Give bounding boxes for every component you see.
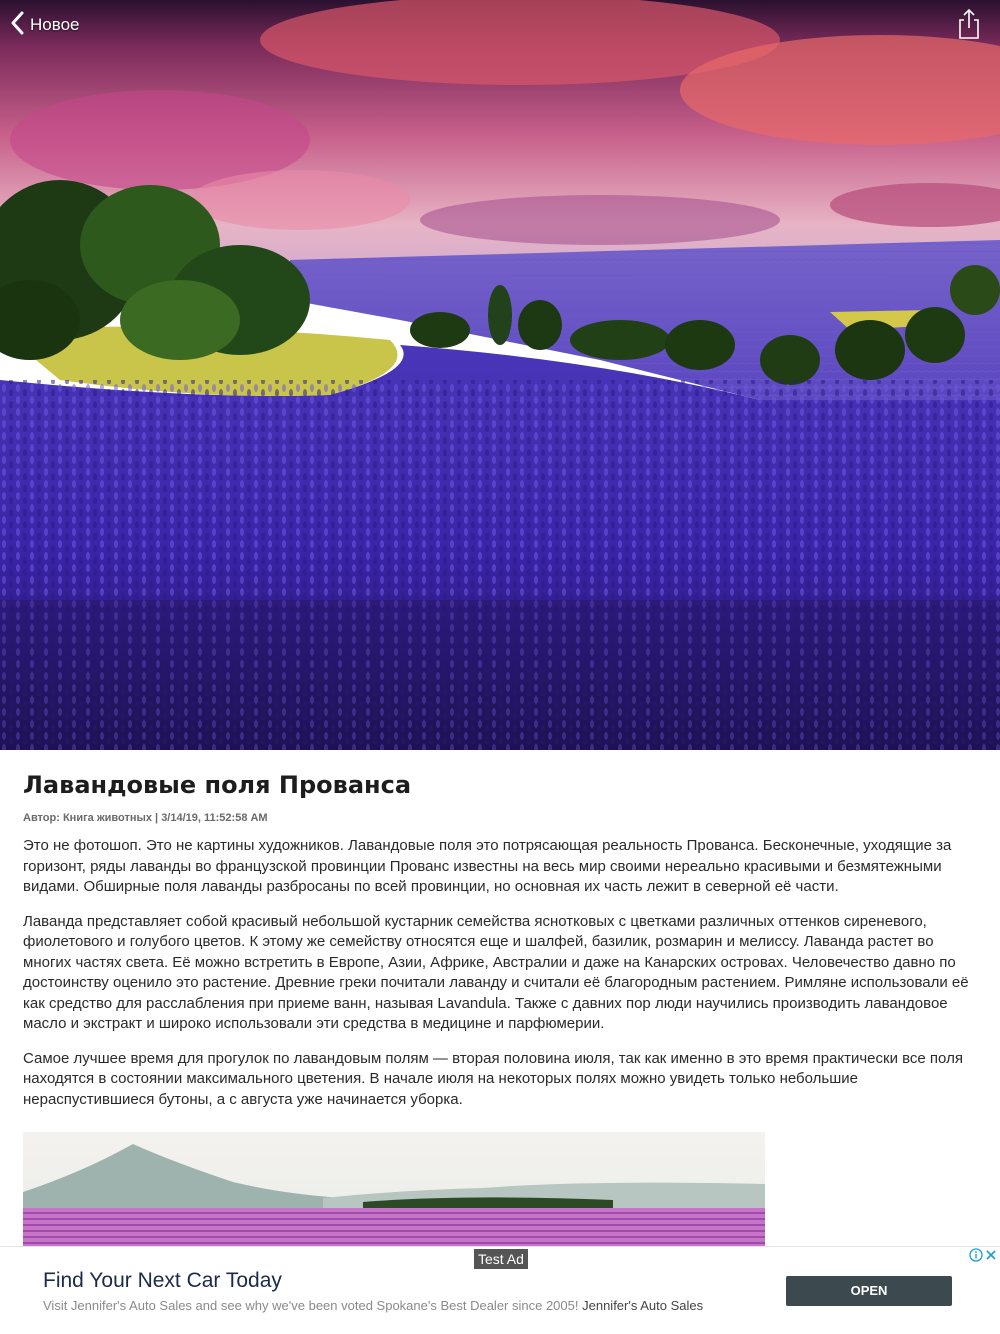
back-label: Новое (30, 15, 80, 34)
article-image (23, 1132, 765, 1246)
ad-banner[interactable] (0, 1246, 1000, 1334)
share-icon (956, 27, 982, 44)
ad-open-button[interactable]: OPEN (786, 1276, 952, 1306)
article-paragraph: Это не фотошоп. Это не картины художников. Лавандовые поля это потрясающая реальность Прованса. Бесконечные, уходящие за горизонт, ряды лаванды во французской провинции Прованс известны на весь мир своими нереально красивыми и безмятежными видами. Обширные поля лаванды разбросаны по всей провинции, но основная их часть лежит в северной её части. (23, 837, 952, 895)
ad-test-tag: Test Ad (474, 1249, 528, 1269)
chevron-left-icon (10, 11, 24, 40)
ad-advertiser: Jennifer's Auto Sales (582, 1298, 704, 1313)
lavender-mountain-photo (23, 1132, 765, 1246)
share-button[interactable] (956, 8, 982, 40)
ad-description (43, 1297, 703, 1315)
info-icon[interactable] (969, 1248, 983, 1262)
article (23, 768, 978, 1110)
ad-title[interactable]: Find Your Next Car Today (43, 1269, 282, 1292)
close-icon[interactable] (984, 1248, 998, 1262)
article-paragraph: Самое лучшее время для прогулок по лавандовым полям — вторая половина июля, так как именно в это время практически все поля находятся в состоянии максимального цветения. В начале июля на некоторых полях можно увидеть только небольшие нераспустившиеся бутоны, а с августа уже начинается уборка. (23, 1049, 963, 1108)
article-title: Лавандовые поля Прованса (23, 771, 412, 799)
back-button[interactable] (10, 10, 79, 40)
article-paragraph: Лаванда представляет собой красивый небольшой кустарник семейства яснотковых с цветками различных оттенков сиреневого, фиолетового и голубого цветов. К этому же семейству относятся еще и шалфей, базилик, розмарин и мелиссу. Лаванда растет во многих частях света. Её можно встретить в Европе, Азии, Африке, Австралии и даже на Канарских островах. Человечество давно по достоинству оценило это растение. Древние греки почитали лаванду и считали её благородным растением. Римляне использовали её как средство для расслабления при приеме ванн, называя Lavandula. Также с давних пор люди научились производить лавандовое масло и экстракт и широко использовали эти средства в медицине и парфюмерии. (23, 912, 969, 1032)
ad-description-text: Visit Jennifer's Auto Sales and see why we've been voted Spokane's Best Dealer since 2005! (43, 1298, 579, 1313)
article-meta: Автор: Книга животных | 3/14/19, 11:52:58 AM (23, 812, 268, 824)
